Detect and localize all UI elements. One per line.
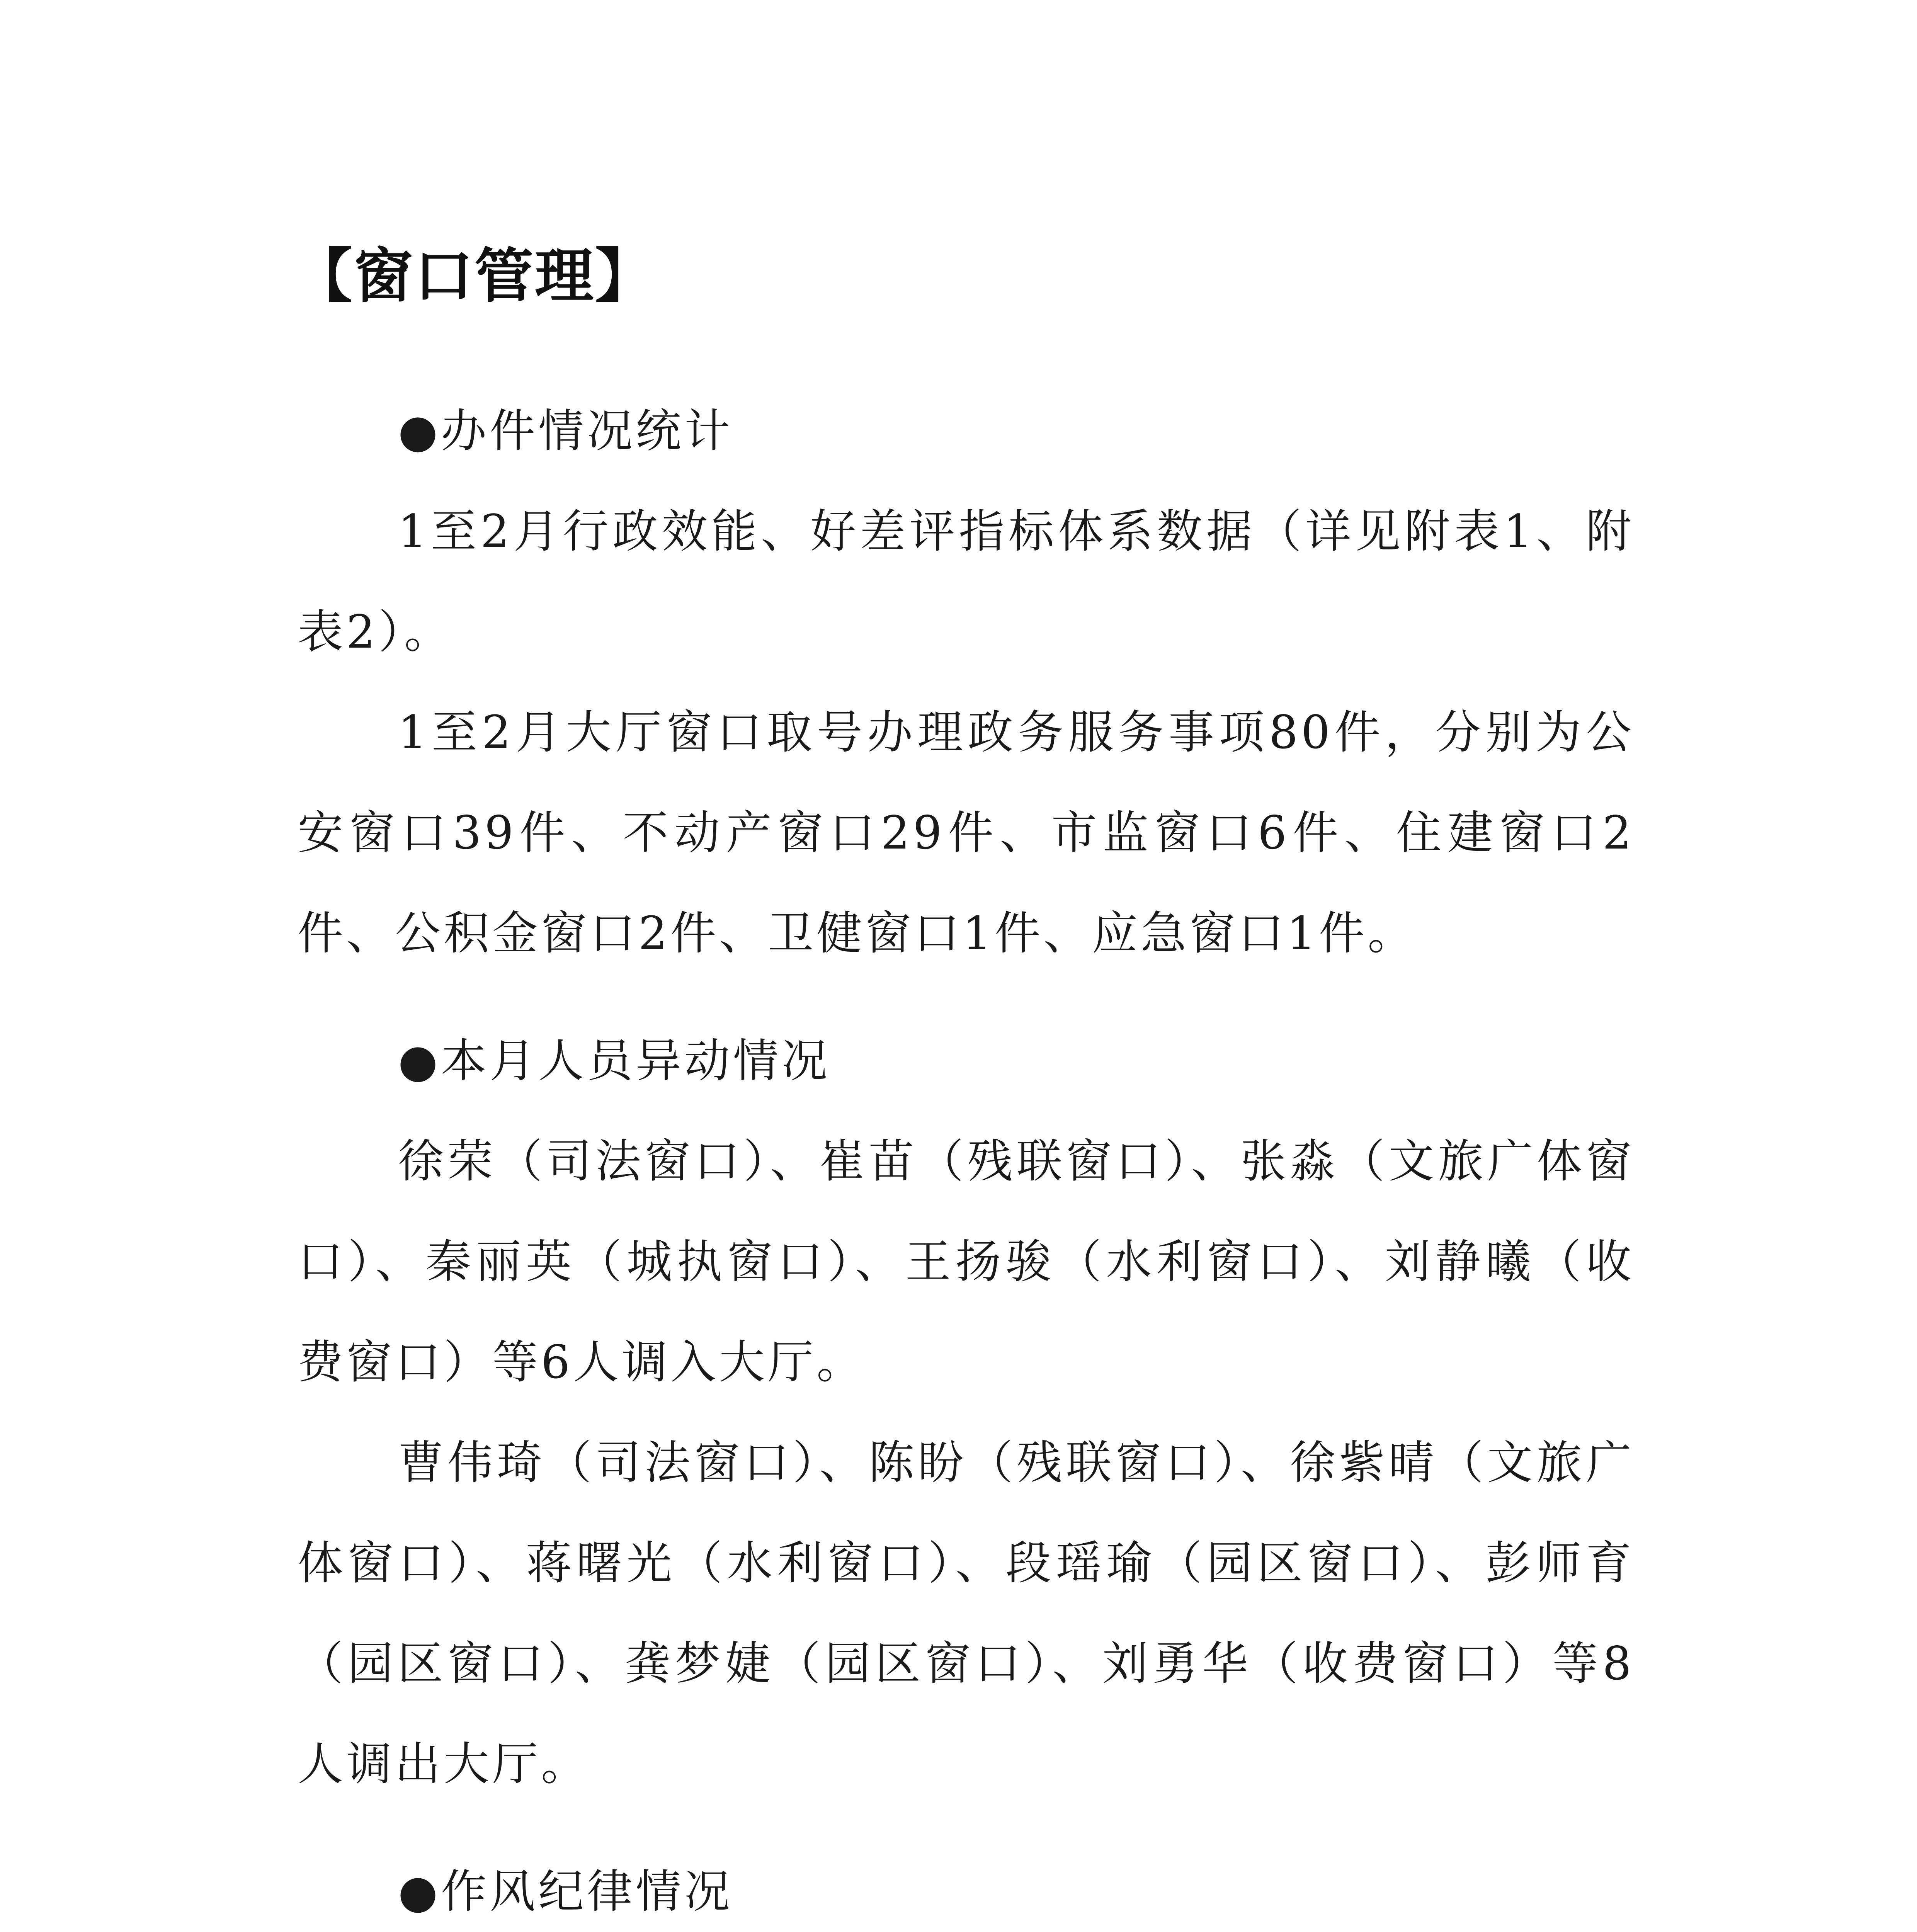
section-heading-staff-changes: ●本月人员异动情况 (398, 1034, 830, 1087)
document-body (298, 381, 1635, 1932)
spacer (298, 983, 1635, 1010)
spacer (298, 1814, 1635, 1841)
paragraph-efficiency-data: 1至2月行政效能、好差评指标体系数据（详见附表1、附表2）。 (298, 505, 1635, 658)
section-title: 【窗口管理】 (294, 242, 655, 310)
section-heading-case-statistics: ●办件情况统计 (398, 404, 733, 457)
paragraph-staff-transferred-in: 徐荣（司法窗口）、崔苗（残联窗口）、张淼（文旅广体窗口）、秦丽英（城执窗口）、王扬骏（水利窗口）、刘静曦（收费窗口）等6人调入大厅。 (298, 1134, 1635, 1389)
paragraph-window-cases: 1至2月大厅窗口取号办理政务服务事项80件，分别为公安窗口39件、不动产窗口29件、市监窗口6件、住建窗口2件、公积金窗口2件、卫健窗口1件、应急窗口1件。 (298, 706, 1635, 960)
paragraph-staff-transferred-out: 曹伟琦（司法窗口）、陈盼（残联窗口）、徐紫晴（文旅广体窗口）、蒋曙光（水利窗口）、段瑶瑜（园区窗口）、彭师育（园区窗口）、龚梦婕（园区窗口）、刘勇华（收费窗口）等8人调出大厅。 (298, 1436, 1635, 1791)
section-heading-discipline: ●作风纪律情况 (398, 1865, 733, 1918)
